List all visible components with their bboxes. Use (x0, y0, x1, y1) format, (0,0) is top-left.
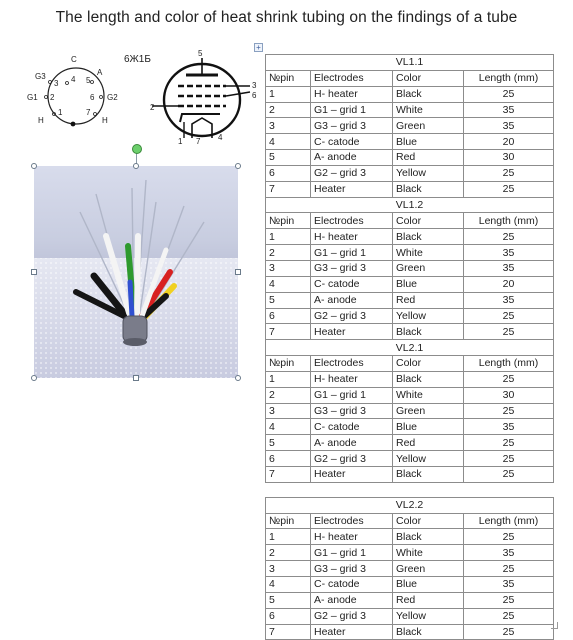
color-cell[interactable]: Black (393, 324, 464, 340)
length-cell[interactable]: 35 (464, 245, 554, 261)
length-cell[interactable]: 35 (464, 102, 554, 118)
table-row (266, 324, 554, 340)
socket-label-h-right: H (102, 116, 108, 125)
tube-photo (34, 166, 238, 378)
tube-pin-7: 7 (196, 137, 201, 145)
color-cell[interactable]: White (393, 545, 464, 561)
pin-number-cell[interactable]: 4 (266, 419, 311, 435)
length-cell[interactable]: 25 (464, 229, 554, 245)
electrode-cell[interactable]: G1 – grid 1 (311, 545, 393, 561)
electrode-cell[interactable]: H- heater (311, 529, 393, 545)
color-cell[interactable]: Blue (393, 419, 464, 435)
socket-pin-7: 7 (86, 108, 91, 117)
column-header[interactable]: Length (mm) (464, 356, 554, 372)
electrode-cell[interactable]: A- anode (311, 592, 393, 608)
column-header[interactable]: №pin (266, 513, 311, 529)
electrode-cell[interactable]: Heater (311, 181, 393, 197)
table-row (266, 419, 554, 435)
column-header[interactable]: Length (mm) (464, 213, 554, 229)
tube-pin-1: 1 (178, 137, 183, 145)
pin-number-cell[interactable]: 1 (266, 371, 311, 387)
column-header[interactable]: Electrodes (311, 356, 393, 372)
color-cell[interactable]: Blue (393, 134, 464, 150)
color-cell[interactable]: Black (393, 229, 464, 245)
color-cell[interactable]: Red (393, 292, 464, 308)
resize-handle-top-left[interactable] (31, 163, 37, 169)
table-row (266, 150, 554, 166)
table-row (266, 260, 554, 276)
color-cell[interactable]: Green (393, 403, 464, 419)
length-cell[interactable]: 25 (464, 165, 554, 181)
electrode-cell[interactable]: Heater (311, 624, 393, 640)
pin-number-cell[interactable]: 7 (266, 466, 311, 482)
electrode-cell[interactable]: G2 – grid 3 (311, 451, 393, 467)
table-row (266, 608, 554, 624)
pin-number-cell[interactable]: 7 (266, 181, 311, 197)
column-header[interactable]: Length (mm) (464, 513, 554, 529)
table-row (266, 387, 554, 403)
color-cell[interactable]: Red (393, 592, 464, 608)
table-row (266, 165, 554, 181)
table-row (266, 561, 554, 577)
length-cell[interactable]: 20 (464, 276, 554, 292)
length-cell[interactable]: 35 (464, 292, 554, 308)
table-row (266, 545, 554, 561)
column-header-row (266, 70, 554, 86)
column-header[interactable]: Color (393, 70, 464, 86)
electrode-cell[interactable]: G3 – grid 3 (311, 260, 393, 276)
socket-key-dot (71, 122, 76, 127)
color-cell[interactable]: Black (393, 371, 464, 387)
length-cell[interactable]: 25 (464, 324, 554, 340)
socket-pinout-diagram (26, 52, 136, 132)
pinout-table-container (265, 54, 554, 640)
length-cell[interactable]: 25 (464, 529, 554, 545)
color-cell[interactable]: Black (393, 86, 464, 102)
color-cell[interactable]: Green (393, 260, 464, 276)
table-row (266, 466, 554, 482)
electrode-cell[interactable]: G2 – grid 3 (311, 165, 393, 181)
pin-number-cell[interactable]: 3 (266, 260, 311, 276)
length-cell[interactable]: 35 (464, 545, 554, 561)
rotate-handle[interactable] (132, 144, 142, 154)
pin-number-cell[interactable]: 4 (266, 276, 311, 292)
resize-handle-top[interactable] (133, 163, 139, 169)
table-resize-handle[interactable] (551, 622, 558, 629)
group-title[interactable]: VL2.2 (266, 497, 554, 513)
length-cell[interactable]: 25 (464, 181, 554, 197)
electrode-cell[interactable]: G1 – grid 1 (311, 245, 393, 261)
table-row (266, 435, 554, 451)
color-cell[interactable]: Yellow (393, 608, 464, 624)
column-header[interactable]: Color (393, 513, 464, 529)
resize-handle-bottom-right[interactable] (235, 375, 241, 381)
color-cell[interactable]: Green (393, 118, 464, 134)
color-cell[interactable]: Green (393, 561, 464, 577)
tube-photo-selected[interactable] (34, 166, 238, 378)
resize-handle-left[interactable] (31, 269, 37, 275)
table-row (266, 403, 554, 419)
group-header-row (266, 497, 554, 513)
length-cell[interactable]: 25 (464, 466, 554, 482)
color-cell[interactable]: Yellow (393, 308, 464, 324)
pin-number-cell[interactable]: 4 (266, 577, 311, 593)
length-cell[interactable]: 35 (464, 577, 554, 593)
length-cell[interactable]: 25 (464, 86, 554, 102)
table-row (266, 308, 554, 324)
column-header[interactable]: №pin (266, 213, 311, 229)
electrode-cell[interactable]: C- catode (311, 134, 393, 150)
group-title[interactable]: VL2.1 (266, 340, 554, 356)
electrode-cell[interactable]: A- anode (311, 292, 393, 308)
length-cell[interactable]: 25 (464, 624, 554, 640)
electrode-cell[interactable]: H- heater (311, 371, 393, 387)
length-cell[interactable]: 25 (464, 371, 554, 387)
socket-label-g3: G3 (35, 72, 46, 81)
electrode-cell[interactable]: G3 – grid 3 (311, 118, 393, 134)
length-cell[interactable]: 20 (464, 134, 554, 150)
illustration-area (0, 40, 260, 640)
tube-pin-3: 3 (252, 81, 257, 90)
table-spacer-row (266, 482, 554, 497)
electrode-cell[interactable]: G3 – grid 3 (311, 561, 393, 577)
resize-handle-bottom[interactable] (133, 375, 139, 381)
pin-number-cell[interactable]: 5 (266, 292, 311, 308)
color-cell[interactable]: Black (393, 181, 464, 197)
column-header[interactable]: Electrodes (311, 70, 393, 86)
pin-number-cell[interactable]: 6 (266, 165, 311, 181)
electrode-cell[interactable]: C- catode (311, 276, 393, 292)
group-header-row (266, 340, 554, 356)
electrode-cell[interactable]: Heater (311, 466, 393, 482)
length-cell[interactable]: 35 (464, 118, 554, 134)
resize-handle-right[interactable] (235, 269, 241, 275)
column-header-row (266, 356, 554, 372)
color-cell[interactable]: Blue (393, 577, 464, 593)
resize-handle-bottom-left[interactable] (31, 375, 37, 381)
group-header-row (266, 197, 554, 213)
color-cell[interactable]: Red (393, 435, 464, 451)
table-move-handle-icon[interactable]: + (254, 43, 263, 52)
pin-number-cell[interactable]: 5 (266, 150, 311, 166)
resize-handle-top-right[interactable] (235, 163, 241, 169)
pin-number-cell[interactable]: 2 (266, 387, 311, 403)
color-cell[interactable]: White (393, 245, 464, 261)
color-cell[interactable]: Black (393, 529, 464, 545)
tube-pin-2: 2 (150, 103, 155, 112)
table-row (266, 134, 554, 150)
pin-number-cell[interactable]: 1 (266, 229, 311, 245)
table-row (266, 371, 554, 387)
column-header[interactable]: Electrodes (311, 213, 393, 229)
column-header[interactable]: №pin (266, 356, 311, 372)
table-row (266, 577, 554, 593)
tube-type-label: 6Ж1Б (124, 54, 151, 65)
pin-number-cell[interactable]: 3 (266, 561, 311, 577)
column-header-row (266, 213, 554, 229)
electrode-cell[interactable]: C- catode (311, 577, 393, 593)
group-title[interactable]: VL1.2 (266, 197, 554, 213)
socket-pin-5: 5 (86, 76, 91, 85)
socket-pin-2: 2 (50, 93, 55, 102)
socket-label-a: A (97, 68, 103, 77)
table-row (266, 451, 554, 467)
pin-number-cell[interactable]: 5 (266, 435, 311, 451)
column-header[interactable]: Color (393, 213, 464, 229)
column-header[interactable]: Length (mm) (464, 70, 554, 86)
table-row (266, 292, 554, 308)
pin-number-cell[interactable]: 7 (266, 324, 311, 340)
column-header-row (266, 513, 554, 529)
pin-number-cell[interactable]: 6 (266, 451, 311, 467)
table-row (266, 102, 554, 118)
table-row (266, 86, 554, 102)
electrode-cell[interactable]: H- heater (311, 86, 393, 102)
pin-number-cell[interactable]: 6 (266, 608, 311, 624)
length-cell[interactable]: 30 (464, 150, 554, 166)
electrode-cell[interactable]: A- anode (311, 150, 393, 166)
electrode-cell[interactable]: G3 – grid 3 (311, 403, 393, 419)
tube-pin-4: 4 (218, 133, 223, 142)
socket-pin-6: 6 (90, 93, 95, 102)
table-row (266, 181, 554, 197)
socket-label-g2: G2 (107, 93, 118, 102)
length-cell[interactable]: 30 (464, 387, 554, 403)
electrode-cell[interactable]: H- heater (311, 229, 393, 245)
table-row (266, 118, 554, 134)
color-cell[interactable]: Blue (393, 276, 464, 292)
color-cell[interactable]: White (393, 387, 464, 403)
length-cell[interactable]: 25 (464, 561, 554, 577)
group-title[interactable]: VL1.1 (266, 55, 554, 71)
electrode-cell[interactable]: G2 – grid 3 (311, 308, 393, 324)
table-row (266, 592, 554, 608)
socket-label-g1: G1 (27, 93, 38, 102)
pin-number-cell[interactable]: 5 (266, 592, 311, 608)
length-cell[interactable]: 25 (464, 403, 554, 419)
table-row (266, 624, 554, 640)
table-row (266, 276, 554, 292)
length-cell[interactable]: 25 (464, 435, 554, 451)
pin-number-cell[interactable]: 3 (266, 118, 311, 134)
pin-number-cell[interactable]: 1 (266, 529, 311, 545)
length-cell[interactable]: 35 (464, 260, 554, 276)
tube-schematic-symbol (150, 50, 260, 145)
color-cell[interactable]: Yellow (393, 451, 464, 467)
column-header[interactable]: Color (393, 356, 464, 372)
table-row (266, 245, 554, 261)
pin-number-cell[interactable]: 4 (266, 134, 311, 150)
pin-number-cell[interactable]: 2 (266, 245, 311, 261)
pin-number-cell[interactable]: 2 (266, 102, 311, 118)
electrode-cell[interactable]: C- catode (311, 419, 393, 435)
column-header[interactable]: №pin (266, 70, 311, 86)
table-row (266, 529, 554, 545)
group-header-row (266, 55, 554, 71)
length-cell[interactable]: 25 (464, 592, 554, 608)
socket-pin-4: 4 (71, 75, 76, 84)
tube-pin-5: 5 (198, 50, 203, 58)
color-cell[interactable]: Red (393, 150, 464, 166)
pin-number-cell[interactable]: 2 (266, 545, 311, 561)
length-cell[interactable]: 35 (464, 419, 554, 435)
table-row (266, 229, 554, 245)
tube-pin-6: 6 (252, 91, 257, 100)
pin-number-cell[interactable]: 3 (266, 403, 311, 419)
socket-label-c: C (71, 55, 77, 64)
pin-number-cell[interactable]: 7 (266, 624, 311, 640)
pin-number-cell[interactable]: 6 (266, 308, 311, 324)
color-cell[interactable]: Yellow (393, 165, 464, 181)
length-cell[interactable]: 25 (464, 451, 554, 467)
color-cell[interactable]: Black (393, 624, 464, 640)
document-title: The length and color of heat shrink tubing on the findings of a tube (55, 9, 518, 26)
socket-pin-3: 3 (54, 79, 59, 88)
length-cell[interactable]: 25 (464, 308, 554, 324)
heat-shrink-table (265, 54, 554, 640)
socket-label-h-left: H (38, 116, 44, 125)
electrode-cell[interactable]: G1 – grid 1 (311, 387, 393, 403)
electrode-cell[interactable]: Heater (311, 324, 393, 340)
electrode-cell[interactable]: A- anode (311, 435, 393, 451)
socket-pin-1: 1 (58, 108, 63, 117)
pin-number-cell[interactable]: 1 (266, 86, 311, 102)
color-cell[interactable]: Black (393, 466, 464, 482)
electrode-cell[interactable]: G1 – grid 1 (311, 102, 393, 118)
color-cell[interactable]: White (393, 102, 464, 118)
length-cell[interactable]: 25 (464, 608, 554, 624)
column-header[interactable]: Electrodes (311, 513, 393, 529)
electrode-cell[interactable]: G2 – grid 3 (311, 608, 393, 624)
